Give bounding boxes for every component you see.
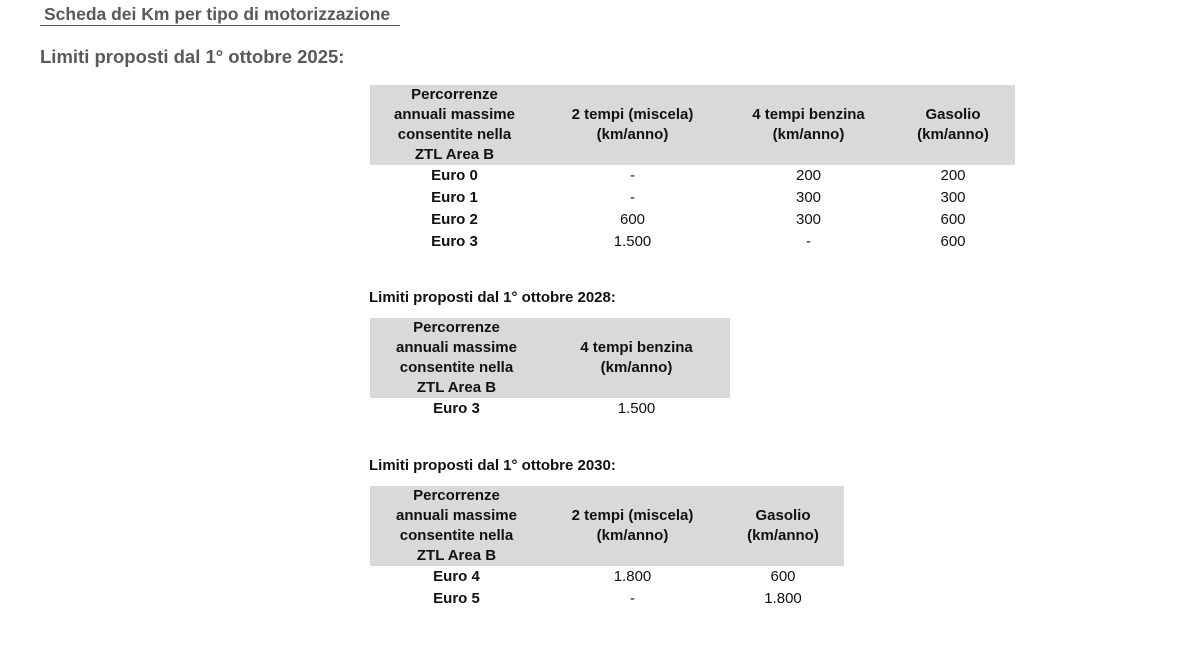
value-cell-gasolio: 600 <box>940 211 966 228</box>
value-cell-2-tempi: 1.500 <box>613 233 652 250</box>
column-header-2-tempi: 2 tempi (miscela) (km/anno) <box>543 486 722 566</box>
section-heading-2028: Limiti proposti dal 1° ottobre 2028: <box>369 289 616 306</box>
row-label-cell: Euro 0 <box>431 167 478 184</box>
row-label-cell: Euro 5 <box>433 590 480 607</box>
column-header-percorrenze: Percorrenze annuali massime consentite nella ZTL Area B <box>370 85 539 165</box>
column-header-gasolio: Gasolio (km/anno) <box>891 85 1015 165</box>
limits-table-2025 <box>370 85 1015 253</box>
row-label-cell: Euro 3 <box>431 233 478 250</box>
column-header-gasolio: Gasolio (km/anno) <box>722 486 844 566</box>
row-label-cell: Euro 2 <box>431 211 478 228</box>
column-header-4-tempi-benzina: 4 tempi benzina (km/anno) <box>543 318 730 398</box>
value-cell-gasolio: 200 <box>940 167 966 184</box>
value-cell-2-tempi: - <box>630 590 635 607</box>
value-cell-4-tempi-benzina: 300 <box>795 211 822 228</box>
value-cell-4-tempi-benzina: 1.500 <box>617 400 656 417</box>
value-cell-2-tempi: - <box>630 167 635 184</box>
column-header-percorrenze: Percorrenze annuali massime consentite nella ZTL Area B <box>370 486 543 566</box>
value-cell-gasolio: 600 <box>940 233 966 250</box>
section-heading-2025: Limiti proposti dal 1° ottobre 2025: <box>40 46 345 67</box>
document-title: Scheda dei Km per tipo di motorizzazione <box>44 3 400 26</box>
column-header-4-tempi-benzina: 4 tempi benzina (km/anno) <box>726 85 891 165</box>
value-cell-2-tempi: - <box>630 189 635 206</box>
value-cell-gasolio: 600 <box>770 568 796 585</box>
value-cell-4-tempi-benzina: 200 <box>795 167 822 184</box>
column-header-percorrenze: Percorrenze annuali massime consentite nella ZTL Area B <box>370 318 543 398</box>
row-label-cell: Euro 3 <box>433 400 480 417</box>
value-cell-4-tempi-benzina: - <box>806 233 811 250</box>
value-cell-gasolio: 300 <box>940 189 966 206</box>
column-header-2-tempi: 2 tempi (miscela) (km/anno) <box>539 85 726 165</box>
value-cell-gasolio: 1.800 <box>764 590 802 607</box>
value-cell-2-tempi: 1.800 <box>613 568 652 585</box>
value-cell-2-tempi: 600 <box>619 211 646 228</box>
limits-table-2028 <box>370 318 730 420</box>
row-label-cell: Euro 4 <box>433 568 480 585</box>
value-cell-4-tempi-benzina: 300 <box>795 189 822 206</box>
limits-table-2030 <box>370 486 844 610</box>
row-label-cell: Euro 1 <box>431 189 478 206</box>
section-heading-2030: Limiti proposti dal 1° ottobre 2030: <box>369 457 616 474</box>
